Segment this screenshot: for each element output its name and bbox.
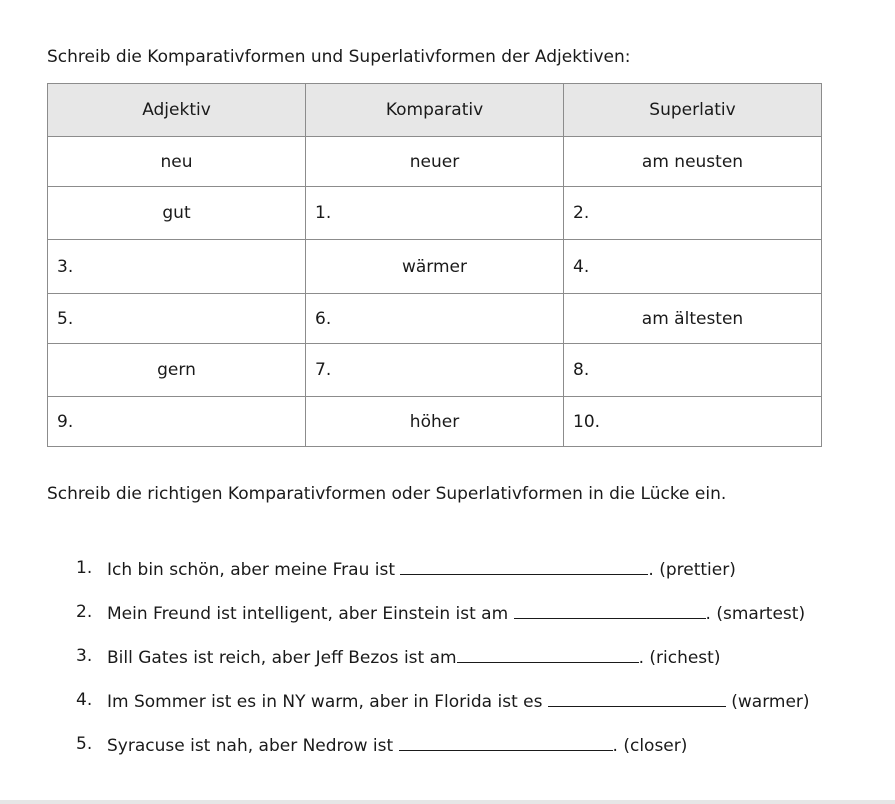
cell-superlativ-blank[interactable]: 10. bbox=[564, 397, 822, 447]
cell-komparativ: neuer bbox=[306, 137, 564, 187]
answer-blank-5[interactable] bbox=[399, 731, 613, 751]
cell-adjektiv: gut bbox=[48, 187, 306, 240]
cell-adjektiv: neu bbox=[48, 137, 306, 187]
answer-blank-3[interactable] bbox=[457, 643, 639, 663]
table-row bbox=[48, 294, 822, 344]
cell-superlativ: am ältesten bbox=[564, 294, 822, 344]
sentence-before: Im Sommer ist es in NY warm, aber in Florida ist es bbox=[107, 692, 548, 712]
sentence-text bbox=[107, 555, 736, 583]
sentence-text bbox=[107, 731, 687, 759]
sentence-text bbox=[107, 599, 805, 627]
sentence-number: 2. bbox=[76, 602, 93, 622]
cell-adjektiv-blank[interactable]: 9. bbox=[48, 397, 306, 447]
cell-komparativ-blank[interactable]: 1. bbox=[306, 187, 564, 240]
sentence-before: Ich bin schön, aber meine Frau ist bbox=[107, 560, 401, 580]
table-row bbox=[48, 397, 822, 447]
cell-komparativ: wärmer bbox=[306, 240, 564, 294]
exercise2-instruction: Schreib die richtigen Komparativformen oder Superlativformen in die Lücke ein. bbox=[47, 484, 727, 504]
sentence-number: 1. bbox=[76, 558, 93, 578]
sentence-before: Bill Gates ist reich, aber Jeff Bezos ist am bbox=[107, 648, 457, 668]
cell-superlativ-blank[interactable]: 2. bbox=[564, 187, 822, 240]
sentence-text bbox=[107, 687, 810, 715]
cell-adjektiv-blank[interactable]: 3. bbox=[48, 240, 306, 294]
sentence-after: . (closer) bbox=[612, 736, 688, 756]
sentence-before: Mein Freund ist intelligent, aber Einstein ist am bbox=[107, 604, 514, 624]
cell-komparativ-blank[interactable]: 7. bbox=[306, 344, 564, 397]
table-header-row bbox=[48, 84, 822, 137]
adjective-forms-table bbox=[47, 83, 822, 447]
cell-adjektiv-blank[interactable]: 5. bbox=[48, 294, 306, 344]
table-row bbox=[48, 137, 822, 187]
header-superlativ: Superlativ bbox=[564, 84, 822, 137]
table-row bbox=[48, 240, 822, 294]
cell-superlativ-blank[interactable]: 8. bbox=[564, 344, 822, 397]
sentence-text bbox=[107, 643, 720, 671]
cell-adjektiv: gern bbox=[48, 344, 306, 397]
answer-blank-4[interactable] bbox=[548, 687, 726, 707]
answer-blank-2[interactable] bbox=[514, 599, 706, 619]
answer-blank-1[interactable] bbox=[400, 555, 648, 575]
header-adjektiv: Adjektiv bbox=[48, 84, 306, 137]
cell-komparativ: höher bbox=[306, 397, 564, 447]
table-row bbox=[48, 344, 822, 397]
page-bottom-edge bbox=[0, 800, 895, 804]
exercise1-instruction: Schreib die Komparativformen und Superlativformen der Adjektiven: bbox=[47, 47, 631, 67]
cell-superlativ-blank[interactable]: 4. bbox=[564, 240, 822, 294]
sentence-number: 5. bbox=[76, 734, 93, 754]
sentence-number: 3. bbox=[76, 646, 93, 666]
cell-komparativ-blank[interactable]: 6. bbox=[306, 294, 564, 344]
sentence-after: . (prettier) bbox=[648, 560, 736, 580]
header-komparativ: Komparativ bbox=[306, 84, 564, 137]
table-row bbox=[48, 187, 822, 240]
sentence-after: . (smartest) bbox=[705, 604, 806, 624]
sentence-number: 4. bbox=[76, 690, 93, 710]
sentence-after: (warmer) bbox=[725, 692, 810, 712]
sentence-after: . (richest) bbox=[638, 648, 721, 668]
cell-superlativ: am neusten bbox=[564, 137, 822, 187]
sentence-before: Syracuse ist nah, aber Nedrow ist bbox=[107, 736, 399, 756]
